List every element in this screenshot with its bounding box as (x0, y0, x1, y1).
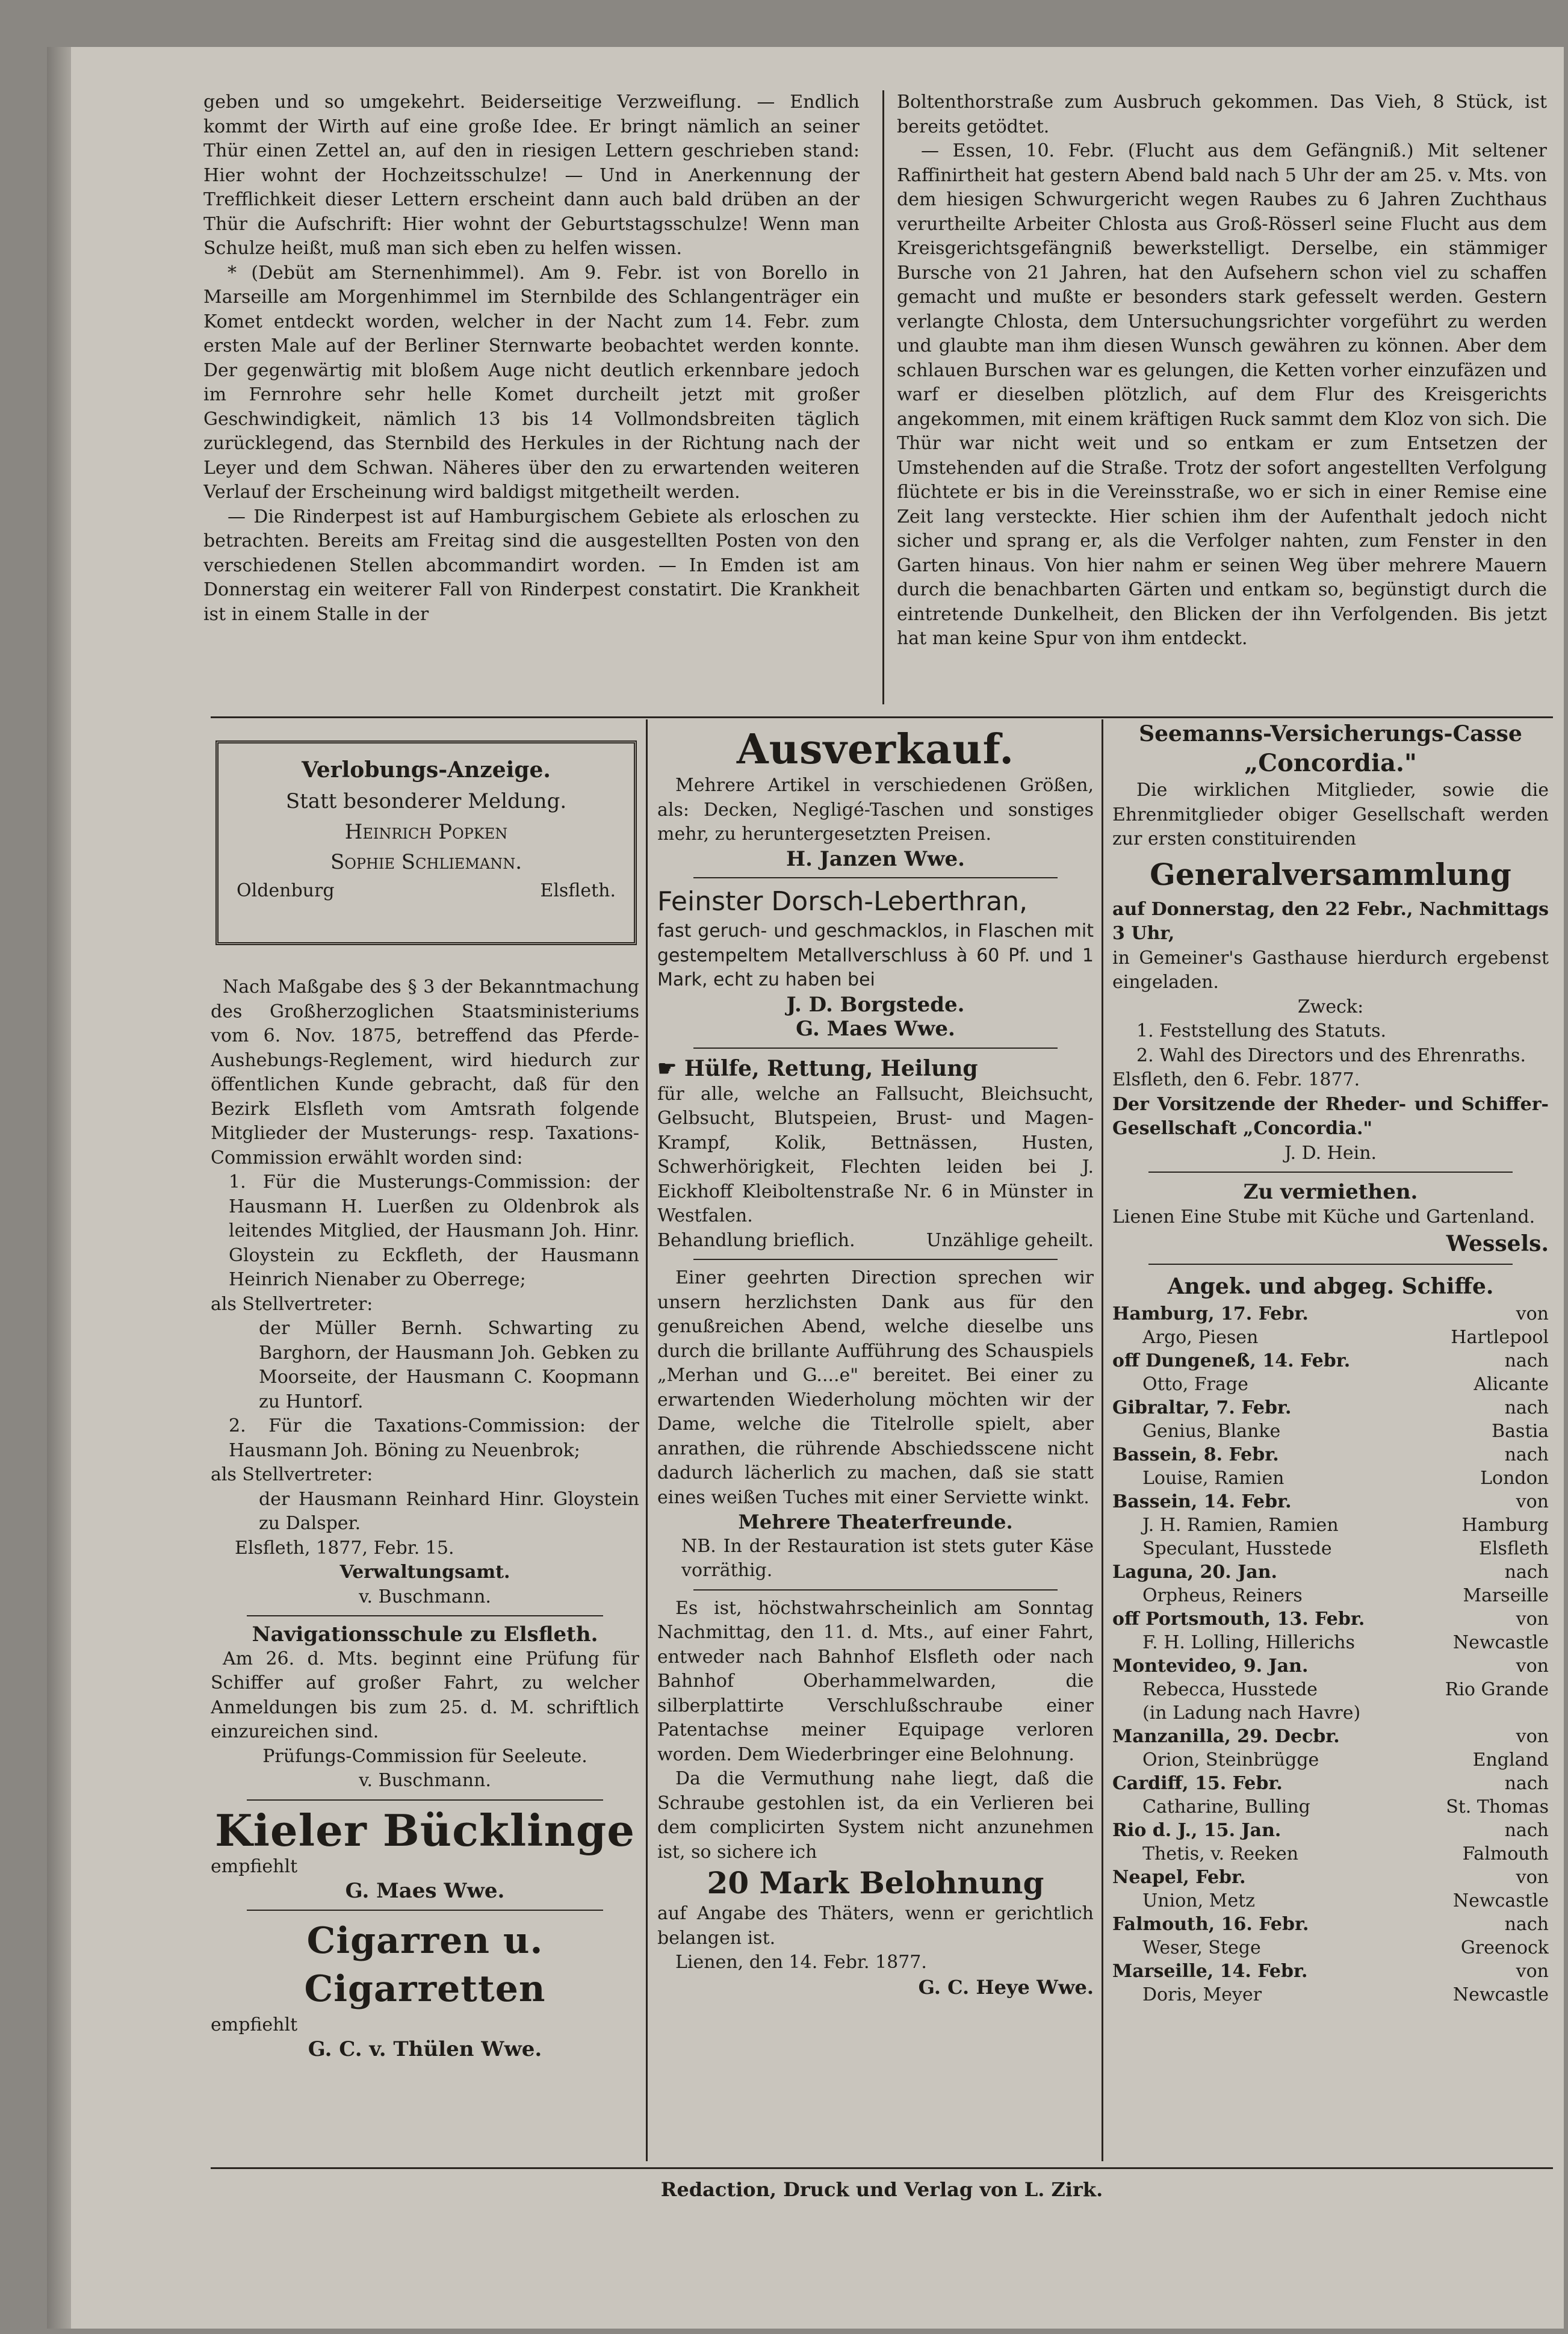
belohnung-body-3: auf Angabe des Thäters, wenn er gerichtlich belangen ist. (657, 1903, 1094, 1949)
huelfe-right: Unzählige geheilt. (926, 1229, 1094, 1251)
ship-port: Marseille, 14. Febr. (1112, 1960, 1308, 1982)
musterung-intro: Nach Maßgabe des § 3 der Bekanntmachung des Großherzoglichen Staatsministeriums vom 6. Nov. 1875, betreffend das Pferde-Aushebungs-Reglement, wird hiedurch zur öffentlichen Kunde gebracht, daß für den Bezirk Elsfleth vom Amtsrath folgende Mitglieder der Musterungs- resp. Taxations-Commission erwählt worden sind: (211, 976, 639, 1169)
ship-port-row (1112, 1560, 1549, 1584)
musterung-item-2: 2. Für die Taxations-Commission: der Hausmann Joh. Böning zu Neuenbrok; (229, 1415, 639, 1461)
ship-direction: von (1516, 1655, 1549, 1677)
ship-destination: Falmouth (1462, 1843, 1549, 1864)
musterung-notice (211, 975, 639, 1609)
ship-direction: von (1516, 1866, 1549, 1888)
footer-imprint: Redaction, Druck und Verlag von L. Zirk. (660, 2178, 1103, 2201)
ship-direction: nach (1504, 1397, 1549, 1418)
ship-name-row (1112, 1631, 1549, 1654)
huelfe-body: für alle, welche an Fallsucht, Bleichsucht, Gelbsucht, Blutspeien, Brust- und Magen-Krampf, Kolik, Bettnässen, Husten, Schwerhörigkeit, Flechten leiden bei J. Eickhoff Kleiboltenstraße Nr. 6 in Münster in Westfalen. (657, 1083, 1094, 1226)
dorsch-sig-1: J. D. Borgstede. (786, 992, 965, 1017)
ship-name-row (1112, 1537, 1549, 1560)
ship-destination: London (1480, 1467, 1549, 1489)
column-divider (1102, 719, 1103, 2161)
ship-destination: Hartlepool (1451, 1326, 1549, 1348)
verlobung-title: Verlobungs-Anzeige. (302, 757, 551, 783)
concordia-sig-1: Der Vorsitzende der Rheder- und Schiffer-Gesellschaft „Concordia." (1112, 1093, 1549, 1139)
ship-name-row (1112, 1513, 1549, 1537)
navigation-title: Navigationsschule zu Elsfleth. (252, 1622, 598, 1647)
concordia-title-2: „Concordia." (1244, 749, 1417, 777)
ship-name: Union, Metz (1142, 1890, 1255, 1911)
ship-name-row (1112, 1420, 1549, 1443)
kieler-rec: empfiehlt (211, 1855, 298, 1877)
column-divider (646, 719, 648, 2161)
concordia-title-1: Seemanns-Versicherungs-Casse (1139, 721, 1522, 746)
kieler-ad (211, 1804, 639, 1904)
ship-port-row (1112, 1443, 1549, 1467)
ship-name: Thetis, v. Reeken (1142, 1843, 1299, 1864)
article-text (897, 90, 1547, 651)
musterung-item-1: 1. Für die Musterungs-Commission: der Hausmann H. Luerßen zu Oldenbrok als leitendes Mitglied, der Hausmann Joh. Hinr. Gloystein zu Eckfleth, der Hausmann Heinrich Nienaber zu Oberrege; (229, 1172, 639, 1290)
ship-port: Bassein, 14. Febr. (1112, 1491, 1292, 1512)
pointing-hand-icon: ☛ (657, 1055, 684, 1081)
ship-name-row (1112, 1983, 1549, 2007)
musterung-stell-1: der Müller Bernh. Schwarting zu Barghorn, der Hausmann Joh. Gebken zu Moorseite, der Hausmann C. Koopmann zu Huntorf. (259, 1318, 639, 1412)
footer-divider (211, 2167, 1553, 2169)
huelfe-ad (657, 1055, 1094, 1253)
musterung-stell-1-label: als Stellvertreter: (211, 1293, 373, 1315)
vermiethen-body: Lienen Eine Stube mit Küche und Gartenland. (1112, 1206, 1535, 1228)
schiffe-title: Angek. und abgeg. Schiffe. (1167, 1273, 1494, 1299)
divider (247, 1910, 603, 1911)
verlobung-name-1: Heinrich Popken (344, 820, 508, 844)
theater-ad (657, 1266, 1094, 1583)
ausverkauf-ad (657, 725, 1094, 871)
place-right: Elsfleth. (540, 880, 616, 901)
ship-direction: von (1516, 1960, 1549, 1982)
huelfe-title: Hülfe, Rettung, Heilung (684, 1055, 978, 1081)
divider (693, 1048, 1058, 1049)
ship-port: Bassein, 8. Febr. (1112, 1444, 1279, 1465)
ship-name: Rebecca, Husstede (1142, 1678, 1318, 1700)
ship-destination: England (1472, 1749, 1549, 1771)
kieler-sig: G. Maes Wwe. (345, 1879, 505, 1903)
theater-body: Einer geehrten Direction sprechen wir unsern herzlichsten Dank aus für den genußreichen Abend, welche dieselbe uns durch die brillante Aufführung des Schauspiels „Merhan und G....e" bereitet. Bei einer zu erwartenden Wiederholung möchten wir der Dame, welche die Titelrolle spielt, aber anrathen, die rührende Abschiedsscene nicht dadurch lächerlich zu machen, daß sie statt eines weißen Tuches mit einer Serviette winkt. (657, 1267, 1094, 1508)
divider (693, 1589, 1058, 1591)
schiffe-rows (1112, 1302, 1549, 2007)
musterung-date: Elsfleth, 1877, Febr. 15. (235, 1537, 454, 1559)
place-left: Oldenburg (237, 880, 335, 901)
ship-destination: Newcastle (1452, 1984, 1549, 2005)
ship-name-row (1112, 1795, 1549, 1819)
belohnung-date: Lienen, den 14. Febr. 1877. (675, 1952, 927, 1973)
ship-name-row (1112, 1748, 1549, 1772)
concordia-z1: 1. Feststellung des Statuts. (1136, 1020, 1387, 1041)
ship-destination: Newcastle (1452, 1890, 1549, 1911)
ship-direction: von (1516, 1303, 1549, 1324)
belohnung-ad (657, 1597, 1094, 2000)
cigarren-title: Cigarren u. Cigarretten (304, 1919, 546, 2010)
ship-port: Gibraltar, 7. Febr. (1112, 1397, 1292, 1418)
ship-direction: von (1516, 1608, 1549, 1630)
dorsch-ad (657, 884, 1094, 1041)
concordia-body: Die wirklichen Mitglieder, sowie die Ehrenmitglieder obiger Gesellschaft werden zur ersten constituirenden (1112, 780, 1549, 849)
article-text (203, 90, 860, 627)
right-ad-column (1112, 719, 1549, 2161)
ship-name: Louise, Ramien (1142, 1467, 1284, 1489)
ship-port-row (1112, 1960, 1549, 1983)
ship-name: Catharine, Bulling (1142, 1796, 1310, 1817)
concordia-zweck: Zweck: (1297, 996, 1364, 1017)
ship-direction: von (1516, 1491, 1549, 1512)
ship-name-row (1112, 1701, 1549, 1725)
ship-name: Doris, Meyer (1142, 1984, 1262, 2005)
ship-direction: von (1516, 1725, 1549, 1747)
huelfe-footer (657, 1229, 1094, 1253)
ship-name-row (1112, 1842, 1549, 1866)
ship-name: Otto, Frage (1142, 1373, 1248, 1395)
divider (1148, 1264, 1513, 1265)
ship-name: (in Ladung nach Havre) (1142, 1702, 1361, 1724)
huelfe-heading (657, 1055, 1094, 1082)
ship-direction: nach (1504, 1913, 1549, 1935)
belohnung-title: 20 Mark Belohnung (707, 1865, 1044, 1901)
vermiethen-ad (1112, 1179, 1549, 1258)
ship-port: off Dungeneß, 14. Febr. (1112, 1350, 1351, 1371)
dorsch-body: fast geruch- und geschmacklos, in Flaschen mit gestempeltem Metallverschluss à 60 Pf. und 1 Mark, echt zu haben bei (657, 920, 1094, 990)
verlobung-subtitle: Statt besonderer Meldung. (285, 789, 567, 813)
concordia-where: in Gemeiner's Gasthause hierdurch ergebenst eingeladen. (1112, 947, 1549, 993)
belohnung-sig: G. C. Heye Wwe. (918, 1975, 1094, 1999)
ship-port: Falmouth, 16. Febr. (1112, 1913, 1309, 1935)
ship-port: Rio d. J., 15. Jan. (1112, 1819, 1281, 1841)
ship-direction: nach (1504, 1561, 1549, 1583)
ship-name-row (1112, 1373, 1549, 1396)
ship-direction: nach (1504, 1819, 1549, 1841)
verlobung-places (237, 877, 616, 905)
concordia-when: auf Donnerstag, den 22 Febr., Nachmittags 3 Uhr, (1112, 898, 1549, 944)
article-vieh: Boltenthorstraße zum Ausbruch gekommen. Das Vieh, 8 Stück, ist bereits getödtet. (897, 92, 1547, 137)
ship-port-row (1112, 1913, 1549, 1936)
ship-port-row (1112, 1490, 1549, 1513)
ship-name: Argo, Piesen (1142, 1326, 1259, 1348)
navigation-sig-2: v. Buschmann. (359, 1770, 491, 1791)
divider (693, 1259, 1058, 1260)
dorsch-sig-2: G. Maes Wwe. (796, 1017, 955, 1041)
concordia-sig-2: J. D. Hein. (1284, 1142, 1377, 1164)
concordia-ad (1112, 719, 1549, 1165)
ship-port: off Portsmouth, 13. Febr. (1112, 1608, 1365, 1630)
musterung-stell-2-label: als Stellvertreter: (211, 1464, 373, 1485)
ship-name: Orpheus, Reiners (1142, 1584, 1303, 1606)
ship-destination: Elsfleth (1478, 1538, 1549, 1559)
ship-name-row (1112, 1326, 1549, 1349)
concordia-z2: 2. Wahl des Directors und des Ehrenraths. (1136, 1044, 1526, 1066)
ship-port: Montevideo, 9. Jan. (1112, 1655, 1309, 1677)
vermiethen-title: Zu vermiethen. (1243, 1180, 1418, 1204)
kieler-title: Kieler Bücklinge (214, 1804, 636, 1856)
musterung-sig-1: Verwaltungsamt. (339, 1562, 510, 1583)
ship-direction: nach (1504, 1772, 1549, 1794)
ship-port-row (1112, 1725, 1549, 1748)
upper-right-column (897, 90, 1547, 710)
ausverkauf-title: Ausverkauf. (736, 725, 1015, 774)
dorsch-title: Feinster Dorsch-Leberthran, (657, 886, 1028, 917)
divider (1148, 1172, 1513, 1173)
ship-name: F. H. Lolling, Hillerichs (1142, 1631, 1355, 1653)
article-hochzeitsschulze: geben und so umgekehrt. Beiderseitige Verzweiflung. — Endlich kommt der Wirth auf eine große Idee. Er bringt nämlich an seiner Thür einen Zettel an, auf den in riesigen Lettern geschrieben stand: Hier wohnt der Hochzeitsschulze! — Und in Anerkennung der Trefflichkeit dieser Lettern erscheint dann auch bald drüben an der Thür die Aufschrift: Hier wohnt der Geburtstagsschulze! Wenn man Schulze heißt, muß man sich eben zu helfen wissen. (203, 92, 860, 259)
belohnung-body-2: Da die Vermuthung nahe liegt, daß die Schraube gestohlen ist, da ein Verlieren bei dem complicirten System nicht anzunehmen ist, so sichere ich (657, 1768, 1094, 1863)
ship-name: Orion, Steinbrügge (1142, 1749, 1319, 1771)
concordia-date: Elsfleth, den 6. Febr. 1877. (1112, 1069, 1360, 1090)
ship-destination: Greenock (1460, 1937, 1549, 1958)
column-divider (882, 90, 884, 704)
divider (247, 1615, 603, 1616)
cigarren-ad (211, 1917, 639, 2062)
ship-destination: Marseille (1463, 1584, 1549, 1606)
ship-destination: Rio Grande (1445, 1678, 1549, 1700)
ship-port-row (1112, 1396, 1549, 1420)
theater-sig: Mehrere Theaterfreunde. (738, 1510, 1013, 1533)
ship-port-row (1112, 1349, 1549, 1373)
ship-port-row (1112, 1302, 1549, 1326)
ship-port-row (1112, 1772, 1549, 1795)
ship-destination: Newcastle (1452, 1631, 1549, 1653)
cigarren-rec: empfiehlt (211, 2014, 298, 2035)
cigarren-sig: G. C. v. Thülen Wwe. (308, 2037, 542, 2061)
ship-port-row (1112, 1866, 1549, 1889)
section-divider (211, 716, 1553, 718)
ship-name-row (1112, 1936, 1549, 1960)
musterung-sig-2: v. Buschmann. (359, 1586, 491, 1607)
ship-name-row (1112, 1889, 1549, 1913)
ship-destination: Alicante (1473, 1373, 1549, 1395)
navigation-notice (211, 1622, 639, 1793)
schiffe-list (1112, 1271, 1549, 2007)
ship-port-row (1112, 1819, 1549, 1842)
ship-destination: Hamburg (1461, 1514, 1549, 1536)
navigation-body: Am 26. d. Mts. beginnt eine Prüfung für Schiffer auf großer Fahrt, zu welcher Anmeldungen bis zum 25. d. M. schriftlich einzureichen sind. (211, 1648, 639, 1742)
ship-name: J. H. Ramien, Ramien (1142, 1514, 1339, 1536)
ship-port: Neapel, Febr. (1112, 1866, 1246, 1888)
page-binding-edge (47, 47, 71, 2329)
ship-destination: St. Thomas (1446, 1796, 1549, 1817)
ausverkauf-body: Mehrere Artikel in verschiedenen Größen, als: Decken, Negligé-Taschen und sonstiges mehr, zu heruntergesetzten Preisen. (657, 775, 1094, 845)
musterung-stell-2: der Hausmann Reinhard Hinr. Gloystein zu Dalsper. (259, 1488, 639, 1534)
vermiethen-sig: Wessels. (1446, 1231, 1549, 1256)
belohnung-body: Es ist, höchstwahrscheinlich am Sonntag Nachmittag, den 11. d. Mts., auf einer Fahrt, entweder nach Bahnhof Elsfleth oder nach Bahnhof Oberhammelwarden, die silberplattirte Verschlußschraube einer Patentachse meiner Equipage verloren worden. Dem Wiederbringer eine Belohnung. (657, 1597, 1094, 1765)
ausverkauf-sig: H. Janzen Wwe. (786, 846, 965, 871)
ship-name-row (1112, 1467, 1549, 1490)
middle-ad-column (657, 725, 1094, 2161)
ship-port: Cardiff, 15. Febr. (1112, 1772, 1283, 1794)
ship-name: Weser, Stege (1142, 1937, 1261, 1958)
ship-direction: nach (1504, 1350, 1549, 1371)
ship-port: Manzanilla, 29. Decbr. (1112, 1725, 1340, 1747)
navigation-sig-1: Prüfungs-Commission für Seeleute. (262, 1745, 587, 1767)
verlobung-name-2: Sophie Schliemann. (330, 850, 522, 874)
ship-name: Genius, Blanke (1142, 1420, 1281, 1442)
verlobung-box (215, 740, 637, 945)
ship-port-row (1112, 1607, 1549, 1631)
theater-nb: NB. In der Restauration ist stets guter Käse vorräthig. (681, 1535, 1094, 1581)
ship-name-row (1112, 1678, 1549, 1701)
ship-destination: Bastia (1492, 1420, 1549, 1442)
upper-left-column (203, 90, 860, 710)
divider (693, 877, 1058, 878)
ship-direction: nach (1504, 1444, 1549, 1465)
huelfe-left: Behandlung brieflich. (657, 1229, 855, 1251)
ship-port: Hamburg, 17. Febr. (1112, 1303, 1309, 1324)
left-ad-column (211, 975, 639, 2161)
article-rinderpest: — Die Rinderpest ist auf Hamburgischem Gebiete als erloschen zu betrachten. Bereits am Freitag sind die ausgestellten Posten von den verschiedenen Stellen abcommandirt worden. — In Emden ist am Donnerstag ein weiterer Fall von Rinderpest constatirt. Die Krankheit ist in einem Stalle in der (203, 506, 860, 625)
article-flucht: — Essen, 10. Febr. (Flucht aus dem Gefängniß.) Mit seltener Raffinirtheit hat gestern Abend bald nach 5 Uhr der am 25. v. Mts. von dem hiesigen Schwurgericht wegen Raubes zu 6 Jahren Zuchthaus verurtheilte Arbeiter Chlosta aus Groß-Rösserl seine Flucht aus dem Kreisgerichtsgefängniß bewerkstelligt. Derselbe, ein stämmiger Bursche von 21 Jahren, hat den Aufsehern schon viel zu schaffen gemacht und mußte er besonders stark gefesselt werden. Gestern verlangte Chlosta, dem Untersuchungsrichter vorgeführt zu werden und glaubte man ihm diesen Wunsch gewähren zu können. Aber dem schlauen Burschen war es gelungen, die Ketten vorher einzufäzen und warf er dieselben plötzlich, auf dem Flur des Kreisgerichts angekommen, mit einem kräftigen Ruck sammt dem Kloz von sich. Die Thür war nicht weit und so entkam er zum Entsetzen der Umstehenden auf die Straße. Trotz der sofort angestellten Verfolgung flüchtete er bis in die Vereinsstraße, wo er sich in einer Remise eine Zeit lang versteckte. Hier schien ihm der Aufenthalt jedoch nicht sicher und sprang er, als die Verfolger nahten, zum Fenster in den Garten hinaus. Von hier nahm er seinen Weg über mehrere Mauern durch die benachbarten Gärten und entkam so, begünstigt durch die eintretende Dunkelheit, den Blicken der ihn Verfolgenden. Bis jetzt hat man keine Spur von ihm entdeckt. (897, 140, 1547, 649)
ship-port-row (1112, 1654, 1549, 1678)
ship-port: Laguna, 20. Jan. (1112, 1561, 1277, 1583)
ship-name: Speculant, Husstede (1142, 1538, 1332, 1559)
divider (247, 1799, 603, 1801)
article-komet: * (Debüt am Sternenhimmel). Am 9. Febr. ist von Borello in Marseille am Morgenhimmel im Sternbilde des Schlangenträger ein Komet entdeckt worden, welcher in der Nacht zum 14. Febr. zum ersten Male auf der Berliner Sternwarte beobachtet werden konnte. Der gegenwärtig mit bloßem Auge nicht deutlich erkennbare jedoch im Fernrohre sehr helle Komet durcheilt jetzt mit großer Geschwindigkeit, nämlich 13 bis 14 Vollmondsbreiten täglich zurücklegend, das Sternbild des Herkules in der Richtung nach der Leyer und dem Schwan. Näheres über den zu erwartenden weiteren Verlauf der Erscheinung wird baldigst mitgetheilt werden. (203, 262, 860, 503)
ship-name-row (1112, 1584, 1549, 1607)
concordia-headline: Generalversammlung (1150, 856, 1511, 892)
